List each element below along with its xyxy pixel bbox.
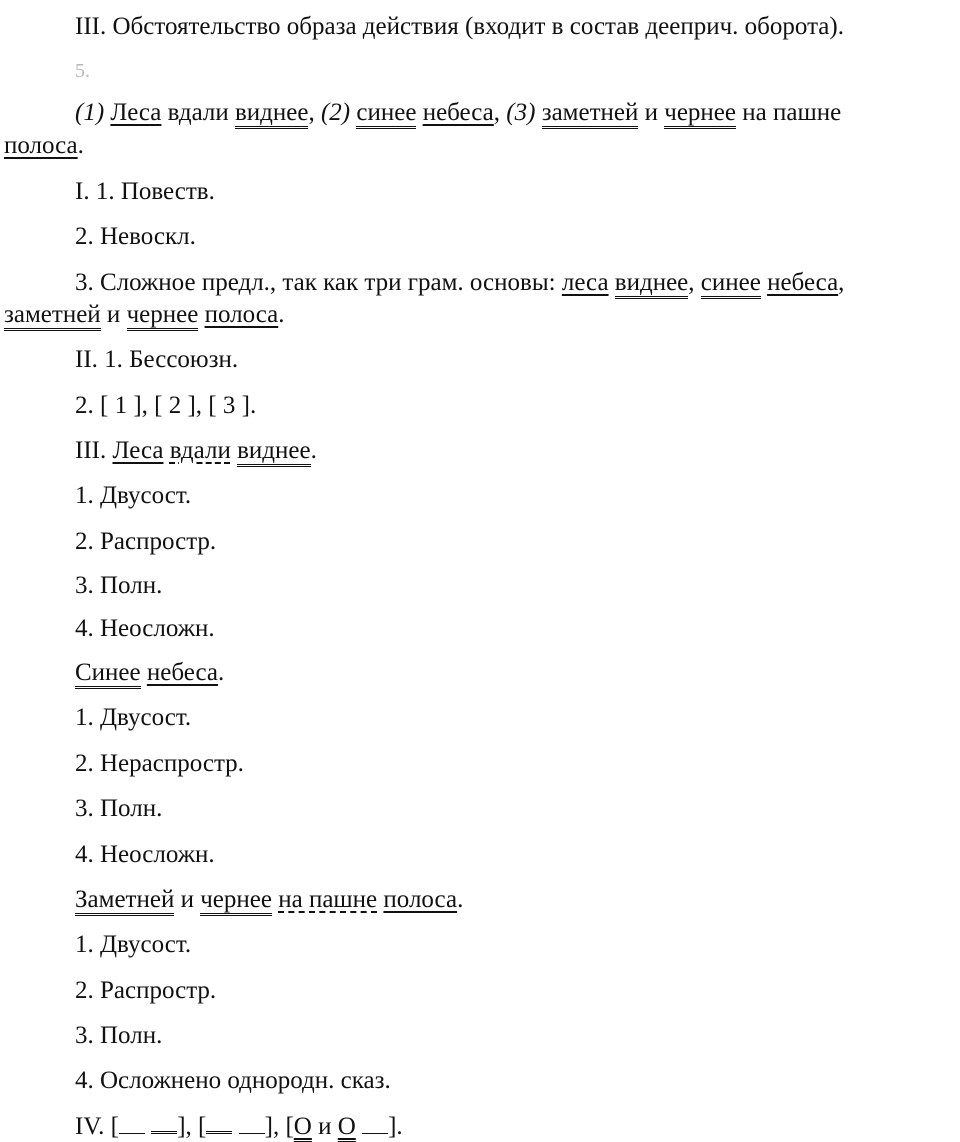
text-fragment: 3. Сложное предл., так как три грам. основы: [75, 269, 562, 296]
predicate-word: синее [701, 269, 761, 299]
text-fragment: , [688, 269, 701, 296]
text-line: III. Обстоятельство образа действия (входит в состав дееприч. оборота). [75, 13, 844, 40]
predicate-word: заметней [542, 99, 639, 129]
homogeneous-predicate-mark: О [337, 1113, 356, 1140]
text-fragment: . [457, 886, 464, 913]
clause-marker: (1) [75, 99, 105, 126]
text-fragment: , [493, 99, 507, 126]
text-fragment: . [217, 659, 225, 686]
text-line: 4. Осложнено однородн. сказ. [75, 1067, 391, 1094]
text-fragment: ], [ [264, 1113, 294, 1140]
subject-word: полоса [204, 301, 279, 328]
text-line: 2. Распростр. [75, 528, 217, 555]
predicate-word: Заметней [75, 886, 174, 916]
text-line: 4. Неосложн. [75, 615, 215, 642]
text-fragment: , [308, 99, 321, 126]
clause-marker: (2) [320, 99, 351, 126]
clause-heading [75, 436, 317, 466]
example-sentence-continued [4, 131, 84, 161]
text-fragment: ], [ [177, 1113, 207, 1140]
text-fragment: и [311, 1113, 338, 1140]
predicate-word: чернее [200, 886, 272, 916]
subject-word: небеса [146, 659, 218, 686]
clause-marker: (3) [506, 99, 536, 126]
text-fragment: III. [75, 437, 113, 464]
example-sentence [75, 98, 841, 128]
text-line: II. 1. Бессоюзн. [75, 346, 239, 373]
text-fragment: и [100, 301, 127, 328]
clause-heading [75, 658, 224, 688]
text-line: 2. Распростр. [75, 977, 217, 1004]
subject-word: небеса [422, 99, 494, 126]
subject-word: полоса [4, 132, 78, 159]
text-line: 2. Невоскл. [75, 223, 196, 250]
text-fragment: вдали [161, 99, 235, 126]
adverbial-word: на пашне [278, 886, 378, 913]
text-line [75, 268, 844, 298]
subject-word: полоса [383, 886, 458, 913]
predicate-blank [151, 1111, 177, 1134]
text-line: 1. Двусост. [75, 931, 192, 958]
text-fragment: и [174, 886, 201, 913]
predicate-word: виднее [615, 269, 688, 299]
subject-blank [362, 1111, 388, 1134]
clause-heading [75, 885, 463, 915]
subject-word: Леса [112, 437, 164, 464]
text-fragment: и [638, 99, 665, 126]
text-line: 1. Двусост. [75, 482, 192, 509]
text-line: 3. Полн. [75, 572, 163, 599]
predicate-word: Синее [75, 659, 141, 689]
adverbial-word: вдали [169, 437, 231, 464]
text-line: 1. Двусост. [75, 704, 192, 731]
subject-word: небеса [767, 269, 839, 296]
text-fragment: . [310, 437, 317, 464]
text-line: 3. Полн. [75, 795, 163, 822]
text-line: 2. Нераспростр. [75, 750, 244, 777]
text-line: 3. Полн. [75, 1022, 163, 1049]
text-line: 4. Неосложн. [75, 841, 215, 868]
predicate-word: чернее [127, 301, 199, 331]
homogeneous-predicate-mark: О [293, 1113, 312, 1140]
text-fragment: IV. [ [75, 1113, 119, 1140]
text-line: I. 1. Повеств. [75, 178, 215, 205]
predicate-word: чернее [664, 99, 736, 129]
text-line-continued [4, 300, 284, 330]
subject-blank [239, 1111, 265, 1134]
item-number: 5. [75, 60, 90, 82]
text-line: 2. [ 1 ], [ 2 ], [ 3 ]. [75, 392, 257, 419]
text-fragment: . [278, 301, 285, 328]
subject-word: Леса [110, 99, 162, 126]
scheme-line [75, 1111, 403, 1142]
text-fragment: ]. [388, 1113, 403, 1140]
subject-blank [119, 1111, 145, 1134]
predicate-word: заметней [4, 301, 101, 331]
text-fragment: на пашне [736, 99, 842, 126]
predicate-word: виднее [237, 437, 310, 467]
predicate-word: виднее [235, 99, 308, 129]
predicate-word: синее [356, 99, 416, 129]
predicate-blank [206, 1111, 232, 1134]
text-fragment: , [838, 269, 845, 296]
text-fragment: . [77, 132, 84, 159]
subject-word: леса [561, 269, 609, 296]
